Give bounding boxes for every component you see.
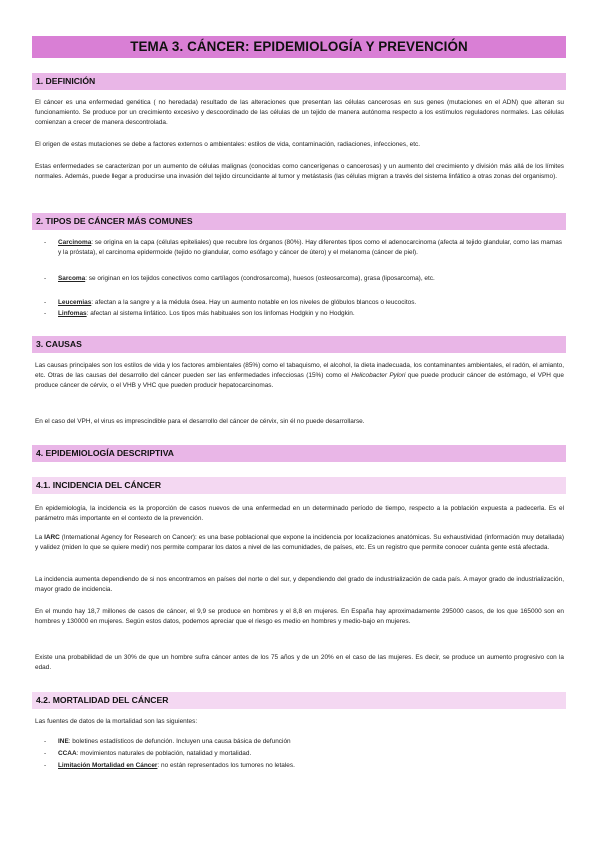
paragraph-text: Las causas principales son los estilos de vida y los factores ambientales (85%) como el tabaquismo, el alcohol, la dieta inadecuada, los contaminantes ambientales, el radón, el amianto, etc. Otras de las causas del desarrollo del cáncer pueden ser las enfermedades infecciosas (15%) como el bbox=[35, 362, 564, 379]
paragraph: Estas enfermedades se caracterizan por un aumento de células malignas (conocidas como cancerígenas o cancerosas) y un aumento del crecimiento y división más allá de los límites normales. Además, puede llegar a producirse una invasión del tejido circuncidante al tumor y metástasis (las células migran a través del sistema linfático a otras zonas del organismo). bbox=[35, 163, 564, 180]
list-item bbox=[44, 749, 562, 759]
list-text: : se origina en la capa (células epiteliales) que recubre los órganos (80%). Hay diferentes tipos como el adenocarcinoma (afecta al tejido glandular, como las mamas y la próstata), el carcinoma epidermoide (tejido no glandular, como esófago y cáncer de útero) y el melanoma (cáncer de piel). bbox=[58, 239, 562, 256]
paragraph: La incidencia aumenta dependiendo de si nos encontramos en países del norte o del sur, y dependiendo del grado de industrialización de cada país. A mayor grado de industrialización, mayor grado de incidencia. bbox=[35, 576, 564, 593]
list-term: Sarcoma bbox=[58, 275, 86, 282]
list-text: : afectan a la sangre y a la médula ósea. Hay un aumento notable en los niveles de glóbulos blancos o leucocitos. bbox=[91, 299, 417, 306]
bullet-dash: - bbox=[44, 299, 47, 306]
subsection-heading-incidencia: 4.1. INCIDENCIA DEL CÁNCER bbox=[32, 477, 566, 494]
paragraph-italic: Helicobacter Pylori bbox=[351, 372, 406, 379]
list-term: INE bbox=[58, 738, 69, 745]
page-title: TEMA 3. CÁNCER: EPIDEMIOLOGÍA Y PREVENCIÓN bbox=[32, 36, 566, 58]
list-term: CCAA bbox=[58, 750, 77, 757]
list-text: : movimientos naturales de población, natalidad y mortalidad. bbox=[76, 750, 252, 757]
list-text: : se originan en los tejidos conectivos como cartílagos (condrosarcoma), huesos (osteosarcoma), grasa (liposarcoma), etc. bbox=[85, 275, 435, 282]
paragraph: Existe una probabilidad de un 30% de que un hombre sufra cáncer antes de los 75 años y de un 20% en el caso de las mujeres. Es decir, se produce un aumento progresivo con la edad. bbox=[35, 654, 564, 671]
bullet-dash: - bbox=[44, 738, 47, 745]
bullet-dash: - bbox=[44, 750, 47, 757]
paragraph-text: La bbox=[35, 534, 45, 541]
list-item bbox=[44, 737, 562, 747]
paragraph-bold: IARC bbox=[44, 534, 60, 541]
paragraph: En epidemiología, la incidencia es la proporción de casos nuevos de una enfermedad en un determinado período de tiempo, respecto a la población expuesta a padecerla. Es el parámetro más importante en el contexto de la prevención. bbox=[35, 505, 564, 522]
list-item bbox=[44, 761, 562, 771]
list-text: : no están representados los tumores no letales. bbox=[157, 762, 295, 769]
list-term: Linfomas bbox=[58, 310, 87, 317]
list-item bbox=[44, 238, 562, 258]
section-heading-epidemiologia: 4. EPIDEMIOLOGÍA DESCRIPTIVA bbox=[32, 445, 566, 462]
list-text: : afectan al sistema linfático. Los tipos más habituales son los linfomas Hodgkin y no Hodgkin. bbox=[86, 310, 355, 317]
paragraph: Las fuentes de datos de la mortalidad son las siguientes: bbox=[35, 718, 198, 725]
bullet-dash: - bbox=[44, 762, 47, 769]
section-heading-definicion: 1. DEFINICIÓN bbox=[32, 73, 566, 90]
list-term: Carcinoma bbox=[58, 239, 92, 246]
bullet-dash: - bbox=[44, 239, 47, 246]
subsection-heading-mortalidad: 4.2. MORTALIDAD DEL CÁNCER bbox=[32, 692, 566, 709]
bullet-dash: - bbox=[44, 310, 47, 317]
paragraph-text: que puede producir cáncer de estómago, el VPH que produce cáncer de cérvix, o el VHB y VHC que pueden producir hepatocarcinomas. bbox=[35, 372, 565, 389]
paragraph bbox=[35, 533, 564, 553]
paragraph-text: (International Agency for Research on Cancer): es una base poblacional que expone la incidencia por localizaciones anatómicas. Su exhaustividad (información muy detallada) y validez (miden lo que se quiere medir) nos permite comparar los datos a nivel de las comunidades, de países, etc. Es un registro que permite conocer cuánta gente está afectada. bbox=[35, 534, 564, 551]
paragraph: El cáncer es una enfermedad genética ( no heredada) resultado de las alteraciones que presentan las células cancerosas en sus genes (mutaciones en el ADN) que alteran su funcionamiento. Se produce por un crecimiento excesivo y descoordinado de las células de un tejido de manera autónoma respecto a los estímulos reguladores normales. Las células comienzan a crecer de manera descontrolada. bbox=[35, 99, 564, 126]
list-text: : boletines estadísticos de defunción. Incluyen una causa básica de defunción bbox=[68, 738, 291, 745]
list-term: Leucemias bbox=[58, 299, 92, 306]
paragraph: En el mundo hay 18,7 millones de casos de cáncer, el 9,9 se produce en hombres y el 8,8 en mujeres. En España hay aproximadamente 295000 casos, de los que 165000 son en hombres y 130000 en mujeres. Según estos datos, podemos apreciar que el riesgo es medio en hombres y medio-bajo en mujeres. bbox=[35, 608, 564, 625]
paragraph bbox=[35, 361, 564, 391]
paragraph: En el caso del VPH, el virus es imprescindible para el desarrollo del cáncer de cérvix, sin él no puede desarrollarse. bbox=[35, 418, 365, 425]
list-item bbox=[44, 309, 562, 319]
paragraph: El origen de estas mutaciones se debe a factores externos o ambientales: estilos de vida, contaminación, radiaciones, infecciones, etc. bbox=[35, 141, 421, 148]
list-item bbox=[44, 274, 562, 284]
list-item bbox=[44, 298, 562, 308]
section-heading-causas: 3. CAUSAS bbox=[32, 336, 566, 353]
bullet-dash: - bbox=[44, 275, 47, 282]
section-heading-tipos: 2. TIPOS DE CÁNCER MÁS COMUNES bbox=[32, 213, 566, 230]
list-term: Limitación Mortalidad en Cáncer bbox=[58, 762, 158, 769]
